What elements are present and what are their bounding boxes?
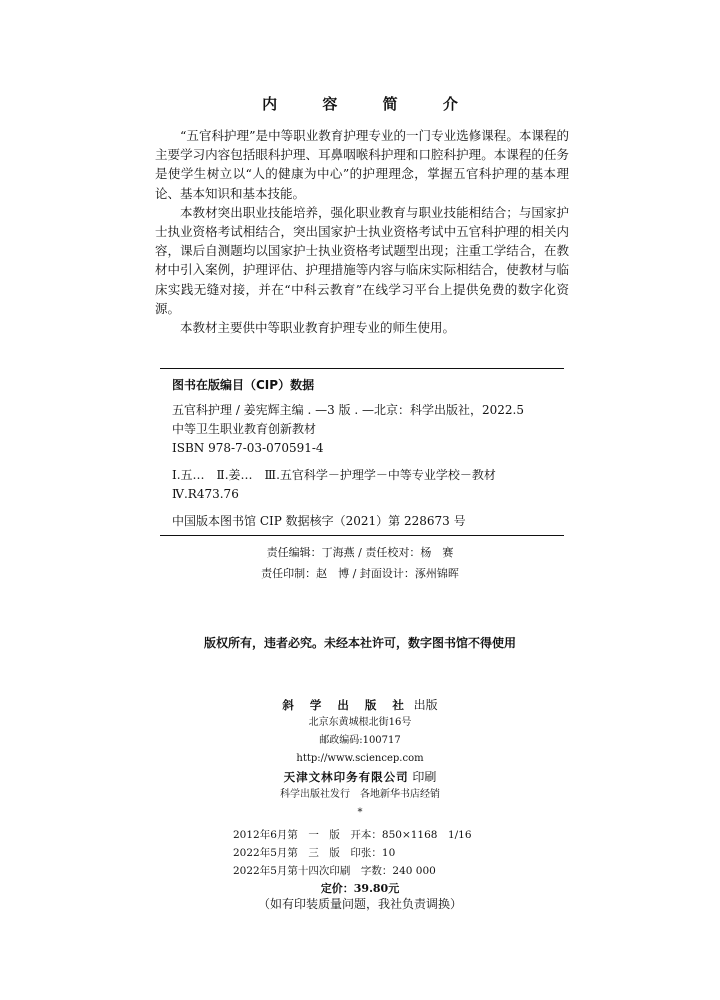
cip-data-block — [160, 368, 564, 536]
edition-line-1: 2012年6月第 一 版 开本：850×1168 1/16 — [233, 829, 472, 841]
price: 定价：39.80元 — [320, 882, 400, 895]
publisher-suffix: 出版 — [413, 698, 438, 712]
page-title: 内 容 简 介 — [262, 95, 478, 113]
printer-name: 天津文林印务有限公司 — [283, 770, 409, 784]
quality-notice: （如有印装质量问题，我社负责调换） — [257, 897, 462, 911]
printer-suffix: 印刷 — [412, 770, 437, 784]
cip-heading: 图书在版编目（CIP）数据 — [172, 378, 315, 392]
cip-record-number: 中国版本图书馆 CIP 数据核字（2021）第 228673 号 — [172, 514, 466, 528]
cip-classification-line: Ⅳ.R473.76 — [172, 487, 239, 501]
publisher-address: 北京东黄城根北街16号 — [308, 717, 412, 728]
edition-line-2: 2022年5月第 三 版 印张：10 — [233, 847, 396, 859]
edition-line-3: 2022年5月第十四次印刷 字数：240 000 — [233, 865, 436, 877]
editorial-credits — [0, 542, 720, 584]
edition-info — [233, 826, 472, 880]
content-summary — [155, 126, 569, 337]
publisher-name: 斜 学 出 版 社 — [282, 698, 410, 712]
copyright-notice: 版权所有，违者必究。未经本社许可，数字图书馆不得使用 — [203, 636, 516, 650]
summary-paragraph-3: 本教材主要供中等职业教育护理专业的师生使用。 — [180, 320, 456, 336]
distribution-line: 科学出版社发行 各地新华书店经销 — [280, 789, 440, 800]
cip-bibliographic-line: 五官科护理 / 姜宪辉主编 . —3 版 . —北京：科学出版社，2022.5 — [172, 403, 524, 417]
cip-isbn-line: ISBN 978-7-03-070591-4 — [172, 441, 324, 455]
cip-subject-line: Ⅰ.五… Ⅱ.姜… Ⅲ.五官科学－护理学－中等专业学校－教材 — [172, 468, 496, 482]
cip-series-line: 中等卫生职业教育创新教材 — [172, 422, 317, 436]
publisher-url: http://www.sciencep.com — [296, 753, 424, 764]
publisher-postcode: 邮政编码:100717 — [319, 735, 401, 746]
summary-paragraph-2: 本教材突出职业技能培养，强化职业教育与职业技能相结合；与国家护士执业资格考试相结合，突出国家护士执业资格考试中五官科护理的相关内容，课后自测题均以国家护士执业资格考试题型出现；注重工学结合，在教材中引入案例，护理评估、护理措施等内容与临床实际相结合，使教材与临床实践无缝对接，并在“中科云教育”在线学习平台上提供免费的数字化资源。 — [155, 204, 569, 316]
summary-paragraph-1: “五官科护理”是中等职业教育护理专业的一门专业选修课程。本课程的主要学习内容包括眼科护理、耳鼻咽喉科护理和口腔科护理。本课程的任务是使学生树立以“人的健康为中心”的护理理念，掌握五官科护理的基本理论、基本知识和基本技能。 — [155, 128, 569, 201]
publisher-block — [0, 696, 720, 822]
credits-print-line: 责任印制：赵 博 / 封面设计：涿州锦晖 — [261, 567, 459, 580]
separator-star: * — [357, 807, 363, 818]
credits-editor-line: 责任编辑：丁海燕 / 责任校对：杨 赛 — [266, 546, 454, 559]
